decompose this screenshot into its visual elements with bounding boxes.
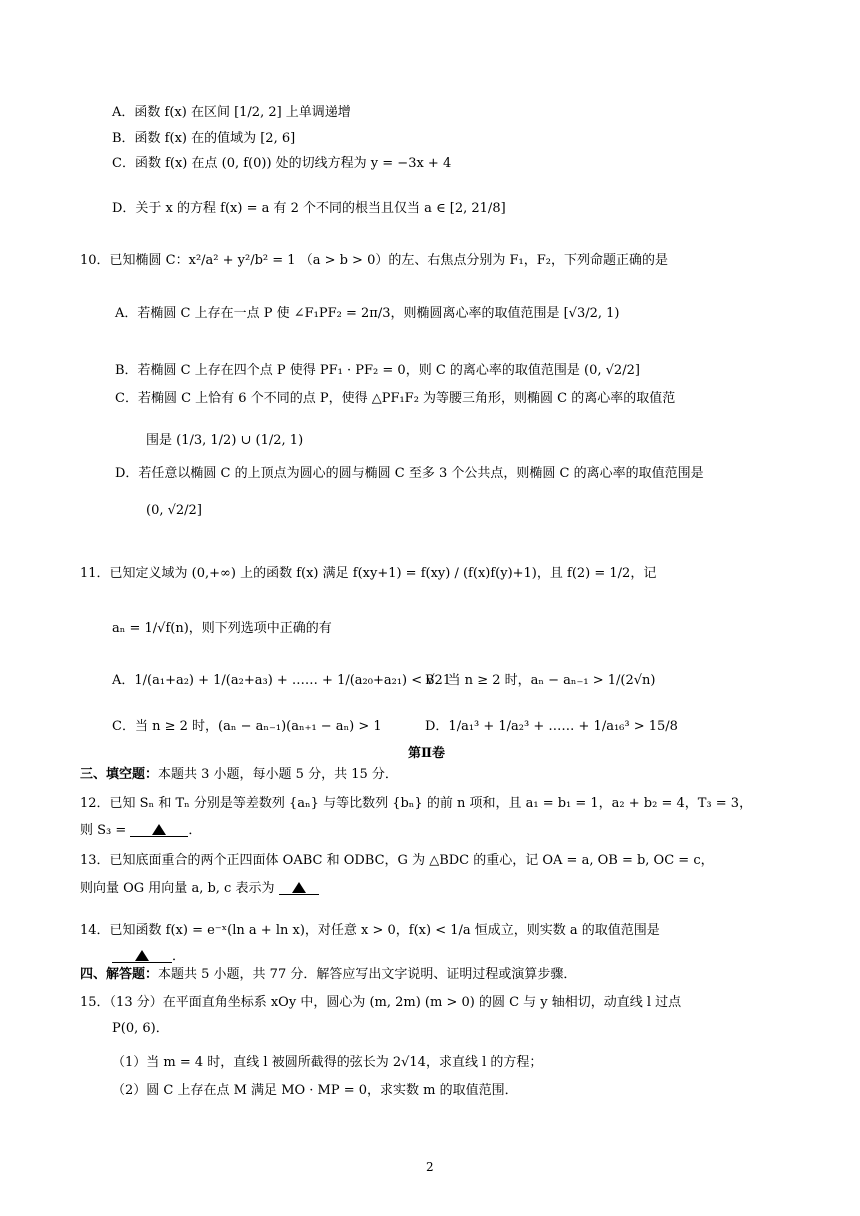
answer-blank — [279, 880, 319, 895]
part-4-desc: 本题共 5 小题，共 77 分．解答应写出文字说明、证明过程或演算步骤． — [158, 967, 577, 982]
q9-option-a: A．函数 f(x) 在区间 [1/2, 2] 上单调递增 — [112, 105, 351, 120]
q11-option-d: D．1/a₁³ + 1/a₂³ + …… + 1/a₁₆³ > 15/8 — [425, 719, 678, 734]
q12-line2: 则 S₃ = ． — [80, 823, 202, 838]
answer-blank — [130, 822, 188, 837]
q13-line2 — [80, 880, 319, 898]
q11-option-c: C．当 n ≥ 2 时，(aₙ − aₙ₋₁)(aₙ₊₁ − aₙ) > 1 — [112, 719, 382, 734]
q9-option-d: D．关于 x 的方程 f(x) = a 有 2 个不同的根当且仅当 a ∈ [2, 21/8] — [112, 201, 506, 216]
q11-option-a: A．1/(a₁+a₂) + 1/(a₂+a₃) + …… + 1/(a₂₀+a₂₁) < √21 — [112, 673, 452, 688]
q10-option-d-line1: D．若任意以椭圆 C 的上顶点为圆心的圆与椭圆 C 至多 3 个公共点，则椭圆 C 的离心率的取值范围是 — [115, 466, 704, 481]
q14-line2: ． — [112, 948, 185, 966]
q11-stem: 11．已知定义域为 (0,+∞) 上的函数 f(x) 满足 f(xy+1) = f(xy) / (f(x)f(y)+1)，且 f(2) = 1/2，记 — [80, 566, 657, 581]
answer-blank — [112, 948, 172, 963]
q9-option-c: C．函数 f(x) 在点 (0, f(0)) 处的切线方程为 y = −3x + 4 — [112, 156, 452, 171]
part-4-header — [80, 966, 576, 984]
page-number: 2 — [426, 1160, 434, 1174]
triangle-icon — [135, 950, 149, 961]
q10-option-a: A．若椭圆 C 上存在一点 P 使 ∠F₁PF₂ = 2π/3，则椭圆离心率的取值范围是 [√3/2, 1) — [115, 306, 620, 321]
q15-sub2: （2）圆 C 上存在点 M 满足 MO · MP = 0，求实数 m 的取值范围． — [112, 1083, 518, 1098]
q15-line2: P(0, 6)． — [112, 1021, 169, 1036]
section-title: 第Ⅱ卷 — [408, 746, 445, 761]
part-3-desc: 本题共 3 小题，每小题 5 分，共 15 分． — [158, 767, 398, 782]
q12-line2-text: 则 S₃ = — [80, 823, 127, 838]
q12-line1: 12．已知 Sₙ 和 Tₙ 分别是等差数列 {aₙ} 与等比数列 {bₙ} 的前 n 项和，且 a₁ = b₁ = 1，a₂ + b₂ = 4，T₃ = 3， — [80, 796, 753, 811]
q11-option-b: B．当 n ≥ 2 时，aₙ − aₙ₋₁ > 1/(2√n) — [425, 673, 656, 688]
q14-line1: 14．已知函数 f(x) = e⁻ˣ(ln a + ln x)，对任意 x > 0，f(x) < 1/a 恒成立，则实数 a 的取值范围是 — [80, 923, 660, 938]
q13-line1: 13．已知底面重合的两个正四面体 OABC 和 ODBC，G 为 △BDC 的重心，记 OA = a, OB = b, OC = c， — [80, 853, 714, 868]
q10-option-d-line2: (0, √2/2] — [146, 503, 202, 518]
q15-line1: 15．（13 分）在平面直角坐标系 xOy 中，圆心为 (m, 2m) (m > 0) 的圆 C 与 y 轴相切，动直线 l 过点 — [80, 995, 682, 1010]
part-3-header — [80, 766, 398, 784]
q10-option-c-line2: 围是 (1/3, 1/2) ∪ (1/2, 1) — [146, 433, 304, 448]
q11-stem-2: aₙ = 1/√f(n)，则下列选项中正确的有 — [112, 621, 332, 636]
part-4-heading: 四、解答题： — [80, 967, 159, 982]
q9-option-b: B．函数 f(x) 在的值域为 [2, 6] — [112, 131, 296, 146]
q15-sub1: （1）当 m = 4 时，直线 l 被圆所截得的弦长为 2√14，求直线 l 的方程； — [112, 1055, 543, 1070]
triangle-icon — [152, 824, 166, 835]
triangle-icon — [292, 882, 306, 893]
q10-option-c-line1: C．若椭圆 C 上恰有 6 个不同的点 P，使得 △PF₁F₂ 为等腰三角形，则椭圆 C 的离心率的取值范 — [115, 391, 676, 406]
part-3-heading: 三、填空题： — [80, 767, 159, 782]
q10-option-b: B．若椭圆 C 上存在四个点 P 使得 PF₁ · PF₂ = 0，则 C 的离心率的取值范围是 (0, √2/2] — [115, 363, 640, 378]
q10-stem: 10．已知椭圆 C：x²/a² + y²/b² = 1 （a > b > 0）的左、右焦点分别为 F₁，F₂，下列命题正确的是 — [80, 253, 668, 268]
q13-line2-text: 则向量 OG 用向量 a, b, c 表示为 — [80, 881, 275, 896]
